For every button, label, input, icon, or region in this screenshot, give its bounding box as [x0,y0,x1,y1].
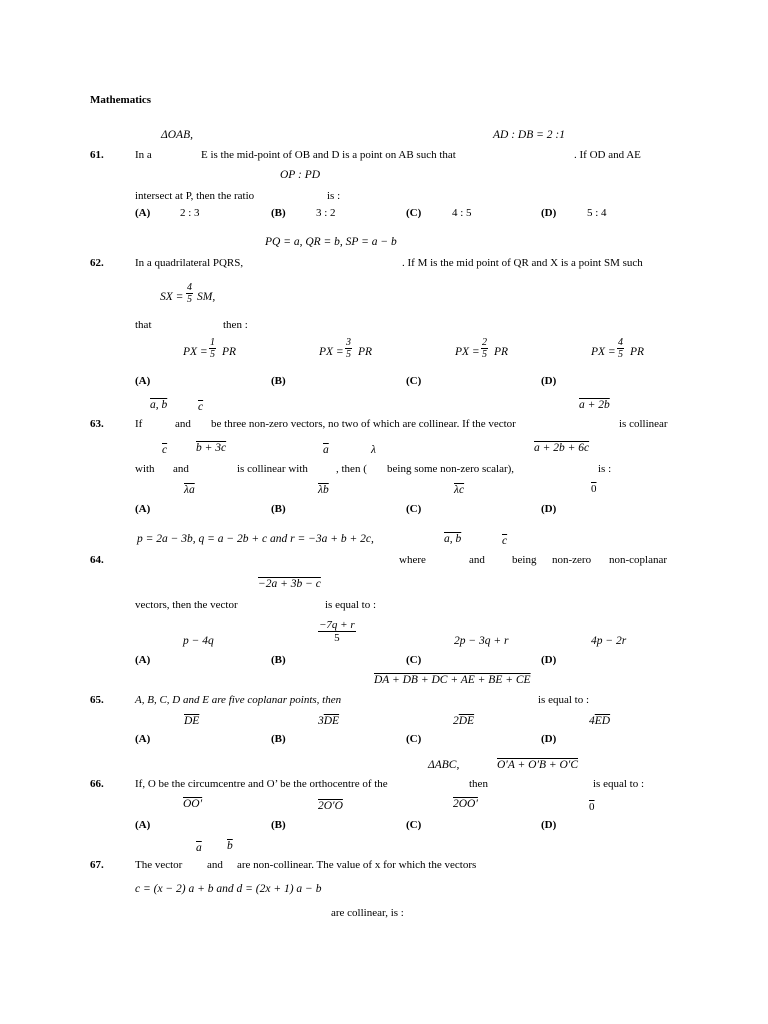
q62-option-d-label: (D) [541,375,557,387]
q65-text-1a: A, B, C, D and E are five coplanar points, then [135,694,342,706]
q63-option-b-value[interactable]: $\overline{\lambda b}$ [318,484,329,496]
q66-option-a-label: (A) [135,819,151,831]
q61-option-d-value[interactable]: 5 : 4 [587,207,607,219]
q64-option-a-value[interactable]: p − 4q [183,635,214,647]
q63-a-math: $\overline{a}$ [323,444,329,456]
q62-option-b-fraction[interactable]: $\frac{3}{5}$ [346,337,351,360]
q63-text-2d: , then ( [336,463,367,475]
q62-sx-lhs: SX = [160,291,184,303]
q63-text-2b: and [173,463,189,475]
q63-option-a-value[interactable]: $\overline{\lambda a}$ [184,484,195,496]
q62-option-c-lhs: PX = [455,346,480,358]
q65-option-c-label: (C) [406,733,422,745]
q67-text-1b: and [207,859,223,871]
q66-text-1a: If, O be the circumcentre and O’ be the orthocentre of the [135,778,388,790]
q67-text-2: are collinear, is : [331,907,404,919]
q65-sum-math: DA + DB + DC + AE + BE + CE [374,674,531,686]
q64-text-1b: and [469,554,485,566]
q63-text-2f: is : [598,463,612,475]
q62-option-a-lhs: PX = [183,346,208,358]
q62-option-b-rhs: PR [358,346,373,358]
q64-text-2b: is equal to : [325,599,377,611]
q63-c-math: $\overline{c}$ [198,401,204,413]
q63-option-b-label: (B) [271,503,286,515]
q62-text-1a: In a quadrilateral PQRS, [135,257,244,269]
q62-text-2a: that [135,319,152,331]
q63-lambda-math: λ [371,444,376,456]
q64-option-d-label: (D) [541,654,557,666]
q66-sum-math: O′A + O′B + O′C [497,759,578,771]
q61-triangle-math: ΔOAB, [161,129,193,141]
q66-option-d-label: (D) [541,819,557,831]
q67-a-math: $\overline{a}$ [196,842,202,854]
q61-option-b-value[interactable]: 3 : 2 [316,207,336,219]
q63-option-d-label: (D) [541,503,557,515]
question-number-66: 66. [90,778,104,790]
q65-option-b-value[interactable]: $3\overline{DE}$ [318,715,340,727]
q63-option-c-label: (C) [406,503,422,515]
q61-option-b-label: (B) [271,207,286,219]
q62-option-d-rhs: PR [630,346,645,358]
q64-text-2a: vectors, then the vector [135,599,238,611]
q66-option-a-value[interactable]: OO′ [183,798,203,810]
q63-ab-math: a, b [150,399,168,411]
q61-option-d-label: (D) [541,207,557,219]
q65-option-a-value[interactable]: $\overline{DE}$ [184,715,200,727]
q63-a2b-math: a + 2b [579,399,610,411]
q61-option-c-value[interactable]: 4 : 5 [452,207,472,219]
q62-option-d-fraction[interactable]: $\frac{4}{5}$ [618,337,623,360]
q62-option-c-rhs: PR [494,346,509,358]
q61-option-a-label: (A) [135,207,151,219]
q66-option-b-value[interactable]: 2O′O [318,800,343,812]
q62-sx-rhs: SM, [197,291,216,303]
q66-option-c-value[interactable]: 2OO′ [453,798,478,810]
q65-option-b-label: (B) [271,733,286,745]
q67-b-math: $\overline{b}$ [227,840,233,852]
question-number-67: 67. [90,859,104,871]
q64-text-1a: where [399,554,426,566]
q65-option-d-value[interactable]: $4\overline{ED}$ [589,715,611,727]
q61-text-1a: In a [135,149,152,161]
q65-option-d-label: (D) [541,733,557,745]
q66-text-1c: is equal to : [593,778,645,790]
q64-option-c-label: (C) [406,654,422,666]
q62-text-1b: . If M is the mid point of QR and X is a point SM such [402,257,643,269]
q63-option-a-label: (A) [135,503,151,515]
q61-text-2: intersect at P, then the ratio [135,190,255,202]
q65-option-a-label: (A) [135,733,151,745]
q63-text-2e: being some non-zero scalar), [387,463,515,475]
q61-text-1b: E is the mid-point of OB and D is a point on AB such that [201,149,456,161]
q64-option-d-value[interactable]: 4p − 2r [591,635,627,647]
q66-triangle-math: ΔABC, [428,759,460,771]
question-number-64: 64. [90,554,104,566]
subject-heading: Mathematics [90,94,152,106]
q63-option-d-value[interactable]: 0 [591,483,597,495]
q63-c2-math: $\overline{c}$ [162,444,168,456]
q67-text-1a: The vector [135,859,183,871]
q66-text-1b: then [469,778,488,790]
q61-text-2b: is : [327,190,341,202]
q63-text-2a: with [135,463,155,475]
q63-text-1c: be three non-zero vectors, no two of which are collinear. If the vector [211,418,516,430]
q64-vector-math: −2a + 3b − c [258,578,321,590]
q64-text-1e: non-coplanar [609,554,668,566]
q62-option-c-label: (C) [406,375,422,387]
q62-option-a-rhs: PR [222,346,237,358]
q63-option-c-value[interactable]: $\overline{\lambda c}$ [454,484,465,496]
q64-definition-math: p = 2a − 3b, q = a − 2b + c and r = −3a + b + 2c, [137,533,374,545]
q62-option-a-fraction[interactable]: $\frac{1}{5}$ [210,337,215,360]
q64-option-c-value[interactable]: 2p − 3q + r [454,635,509,647]
q64-ab-math: a, b [444,533,462,545]
q65-option-c-value[interactable]: $2\overline{DE}$ [453,715,475,727]
q67-text-1c: are non-collinear. The value of x for which the vectors [237,859,477,871]
q61-option-a-value[interactable]: 2 : 3 [180,207,200,219]
q61-ratio-math: AD : DB = 2 :1 [493,129,565,141]
q61-option-c-label: (C) [406,207,422,219]
q63-a2b6c-math: a + 2b + 6c [534,442,590,454]
q64-text-1c: being [512,554,537,566]
q62-text-2b: then : [223,319,248,331]
q64-text-1d: non-zero [552,554,592,566]
q63-text-2c: is collinear with [237,463,308,475]
q62-option-b-label: (B) [271,375,286,387]
q62-option-d-lhs: PX = [591,346,616,358]
q63-b3c-math: b + 3c [196,442,227,454]
q63-text-1d: is collinear [619,418,668,430]
q62-option-b-lhs: PX = [319,346,344,358]
q64-option-b-label: (B) [271,654,286,666]
q66-option-d-value[interactable]: 0 [589,801,595,813]
q66-option-b-label: (B) [271,819,286,831]
q64-option-b-fraction[interactable]: $\frac{-7q + r}{5}$ [319,619,355,644]
q61-op-pd-math: OP : PD [280,169,321,181]
question-number-65: 65. [90,694,104,706]
q63-text-1b: and [175,418,191,430]
q63-text-1a: If [135,418,143,430]
q62-option-c-fraction[interactable]: $\frac{2}{5}$ [482,337,487,360]
q66-option-c-label: (C) [406,819,422,831]
q62-sx-fraction: $\frac{4}{5}$ [187,282,192,305]
q65-text-1b: is equal to : [538,694,590,706]
question-number-62: 62. [90,257,104,269]
q64-c-math: $\overline{c}$ [502,535,508,547]
q67-cd-math: c = (x − 2) a + b and d = (2x + 1) a − b [135,883,322,895]
question-number-61: 61. [90,149,104,161]
question-number-63: 63. [90,418,104,430]
q62-option-a-label: (A) [135,375,151,387]
q62-given-math: PQ = a, QR = b, SP = a − b [265,236,397,248]
q64-option-a-label: (A) [135,654,151,666]
q61-text-1c: . If OD and AE [574,149,641,161]
